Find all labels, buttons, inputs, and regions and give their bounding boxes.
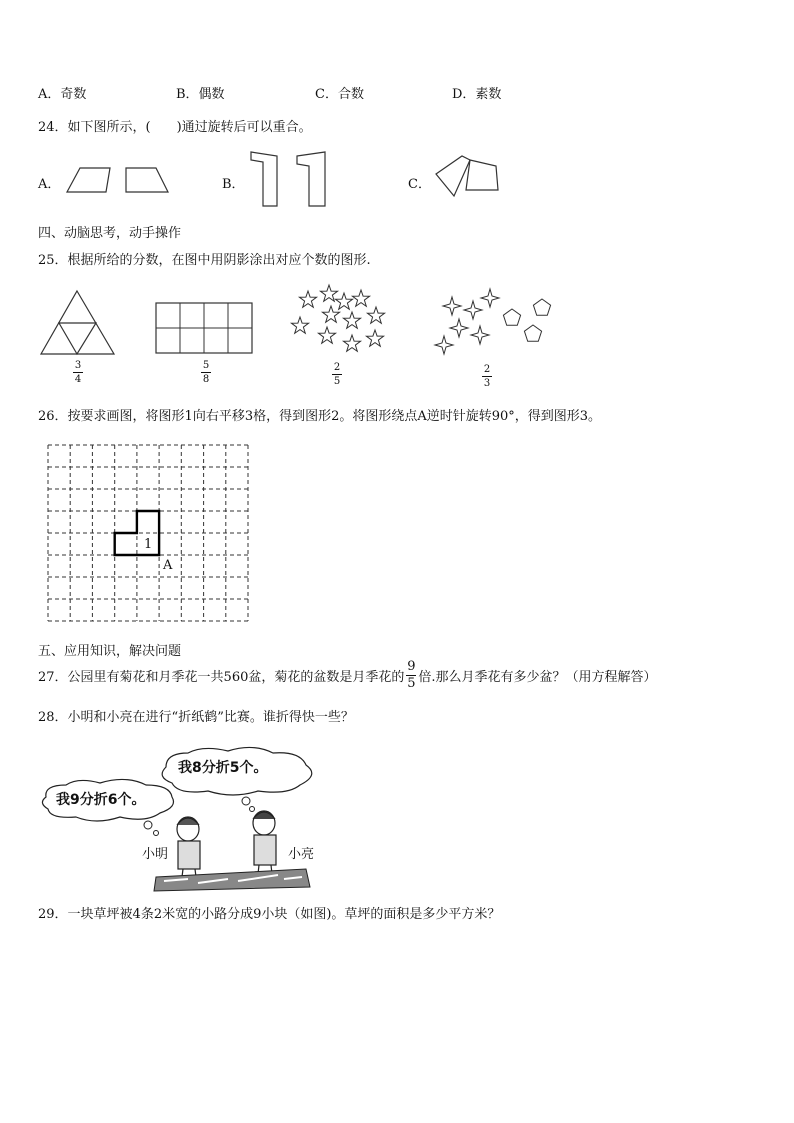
q27-text-after: 倍.那么月季花有多少盆？（用方程解答） [418, 670, 657, 685]
fraction-2-3: 2 3 [483, 364, 491, 389]
option-b-even: B．偶数 [176, 87, 225, 102]
option-d-prime: D．素数 [452, 87, 502, 102]
xiaoliang-label: 小亮 [288, 847, 315, 862]
q24-figure-a [60, 160, 180, 200]
four-point-stars-and-pentagons-figure [432, 288, 554, 360]
section-5-heading: 五、应用知识，解决问题 [38, 644, 182, 659]
shape-1 [115, 511, 159, 555]
section-4-heading: 四、动脑思考，动手操作 [38, 226, 182, 241]
stars-figure [288, 282, 390, 362]
triangle-figure [40, 290, 116, 356]
fraction-5-8: 5 8 [202, 360, 210, 385]
q24-figure-c [430, 150, 510, 200]
question-24: 24．如下图所示，( )通过旋转后可以重合。 [38, 120, 312, 135]
fraction-2-5: 2 5 [333, 362, 341, 387]
q24-label-b: B． [222, 177, 245, 192]
rectangle-grid-figure [155, 302, 253, 354]
q24-figure-b [245, 150, 335, 212]
question-28: 28．小明和小亮在进行“折纸鹤”比赛。谁折得快一些？ [38, 710, 354, 725]
question-25: 25．根据所给的分数，在图中用阴影涂出对应个数的图形. [38, 253, 371, 268]
option-c-composite: C．合数 [315, 87, 364, 102]
xiaoming-label: 小明 [142, 847, 169, 862]
q24-label-a: A． [38, 177, 61, 192]
shape-1-label: 1 [144, 537, 153, 552]
fraction-9-5: 9 5 [407, 659, 416, 691]
question-29: 29．一块草坪被4条2米宽的小路分成9小块（如图)。草坪的面积是多少平方米？ [38, 907, 501, 922]
question-27 [38, 660, 657, 691]
question-26: 26．按要求画图，将图形1向右平移3格，得到图形2。将图形绕点A逆时针旋转90°，得到图形3。 [38, 409, 602, 424]
bubble-right-text: 我8分折5个。 [178, 760, 268, 776]
q27-text-before: 27．公园里有菊花和月季花一共560盆，菊花的盆数是月季花的 [38, 670, 405, 685]
point-a-label: A [163, 558, 173, 573]
q24-label-c: C． [408, 177, 431, 192]
fraction-3-4: 3 4 [74, 360, 82, 385]
option-a-odd: A．奇数 [38, 87, 87, 102]
dashed-grid [48, 445, 248, 621]
bubble-left-text: 我9分折6个。 [56, 792, 146, 808]
